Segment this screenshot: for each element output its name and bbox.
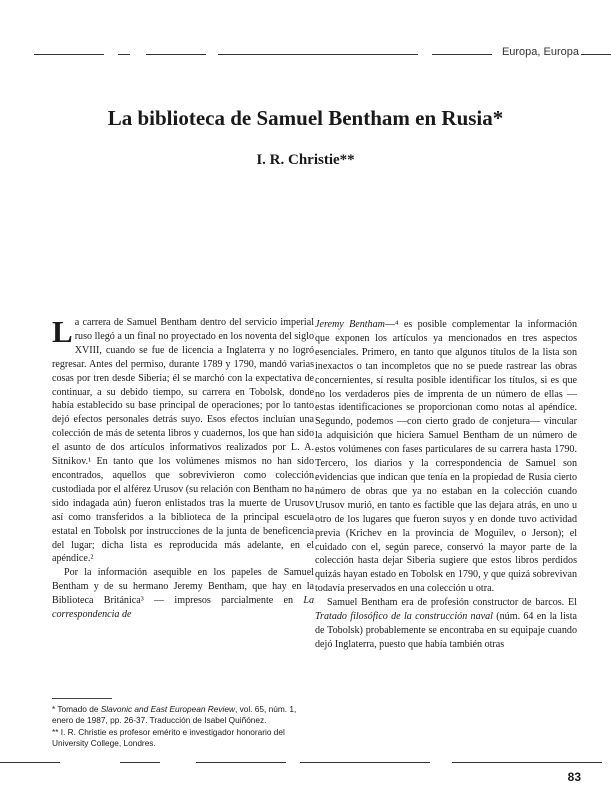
footnote-journal: Slavonic and East European Review xyxy=(100,704,235,714)
body-paragraph xyxy=(52,566,314,622)
footnote-text: * Tomado de xyxy=(52,704,101,714)
body-paragraph xyxy=(315,318,577,596)
italic-title: La correspondencia de xyxy=(52,595,314,621)
body-paragraph xyxy=(315,596,577,652)
paragraph-text: (núm. 64 en la lista de Tobolsk) probablemente se encontraba en su equipaje cuando dejó Inglaterra, puesto que había también otras xyxy=(315,611,577,650)
footer-rule xyxy=(452,762,602,763)
article-author: I. R. Christie** xyxy=(256,152,355,168)
footnotes xyxy=(52,704,314,748)
left-column xyxy=(52,316,314,622)
drop-cap: L xyxy=(52,314,73,349)
footer-rule xyxy=(300,762,430,763)
paragraph-text: —⁴ es posible complementar la información que exponen los artículos ya mencionados en tres aspectos esenciales. Primero, en tanto que algunos títulos de la lista son inexactos o tan incompletos que no se puede rastrear las obras concernientes, sí resulta posible identificar los títulos, si es que no los verdaderos pies de imprenta de un número de ellas —estas identificaciones se proporcionan como notas al apéndice. Segundo, podemos —con cierto grado de conjetura— vincular la adquisición que hiciera Samuel Bentham de un número de estos volúmenes con fases particulares de su carrera hasta 1790. Tercero, los diarios y la correspondencia de Samuel son evidencias que indican que tenía en la propiedad de Rusia cierto número de obras que ya no estaban en la colección cuando Urusov murió, en tanto es factible que las dejara atrás, en uno u otro de los lugares que fueron suyos y en donde tuvo actividad previa (Krichev en la provincia de Moguilev, o Jerson); el cuidado con el, según parece, conservó la mayor parte de la colección hasta dejar Siberia sugiere que estos libros perdidos quizás hayan estado en Tobolsk en 1790, y que quizá sobrevivan todavía preservados en una colección u otra. xyxy=(315,319,577,595)
paragraph-text: Samuel Bentham era de profesión constructor de barcos. El xyxy=(327,597,577,609)
page-number: 83 xyxy=(567,770,581,784)
footer-rule xyxy=(120,762,160,763)
body-paragraph xyxy=(52,316,314,566)
right-column xyxy=(315,318,577,652)
footer-rule xyxy=(0,762,60,763)
footnote-rule xyxy=(52,698,112,699)
footnote xyxy=(52,704,314,725)
header-rule xyxy=(34,54,104,55)
header-rule xyxy=(581,54,611,55)
footnote-text: , vol. 65, núm. 1, enero de 1987, pp. 26-37. Traducción de Isabel Quiñónez. xyxy=(52,704,297,725)
header-rule xyxy=(146,54,206,55)
italic-title: Tratado filosófico de la construcción naval xyxy=(315,611,493,623)
paragraph-text: Por la información asequible en los papeles de Samuel Bentham y de su hermano Jeremy Bentham, que hay en la Biblioteca Británica³ — impresos parcialmente en xyxy=(52,567,314,607)
footer-rule xyxy=(196,762,286,763)
page-footer xyxy=(0,760,611,790)
footnote: ** I. R. Christie es profesor emérito e investigador honorario del University College, Londres. xyxy=(52,727,285,748)
header-rule xyxy=(432,54,492,55)
header-rule xyxy=(218,54,418,55)
section-label: Europa, Europa xyxy=(501,46,579,58)
paragraph-text: a carrera de Samuel Bentham dentro del servicio imperial ruso llegó a un final no proyectado en los noventa del siglo XVIII, cuando se fue de licencia a Inglaterra y no logró regresar. Antes del permiso, durante 1789 y 1790, mandó varias cosas por tren desde Siberia; él se marchó con la expectativa de continuar, a su debido tiempo, su carrera en Tobolsk, donde había establecido su base principal de operaciones; por lo tanto dejó efectos personales detrás suyo. Esos efectos incluían una colección de más de setenta libros y cuadernos, los que han sido el asunto de dos artículos informativos realizados por L. A. Sitnikov.¹ En tanto que los volúmenes mismos no han sido encontrados, aquellos que sobrevivieron como colección custodiada por el alférez Urusov (su relación con Bentham no ha sido indagada aún) fueron enlistados tras la muerte de Urusov así como transferidos a la biblioteca de la principal escuela estatal en Tobolsk por instrucciones de la junta de beneficencia del lugar; dicha lista es reproducida más adelante, en el apéndice.² xyxy=(52,317,314,565)
running-header xyxy=(0,44,611,64)
italic-title: Jeremy Bentham xyxy=(315,319,385,330)
header-rule xyxy=(118,54,130,55)
article-title: La biblioteca de Samuel Bentham en Rusia* xyxy=(107,106,504,130)
